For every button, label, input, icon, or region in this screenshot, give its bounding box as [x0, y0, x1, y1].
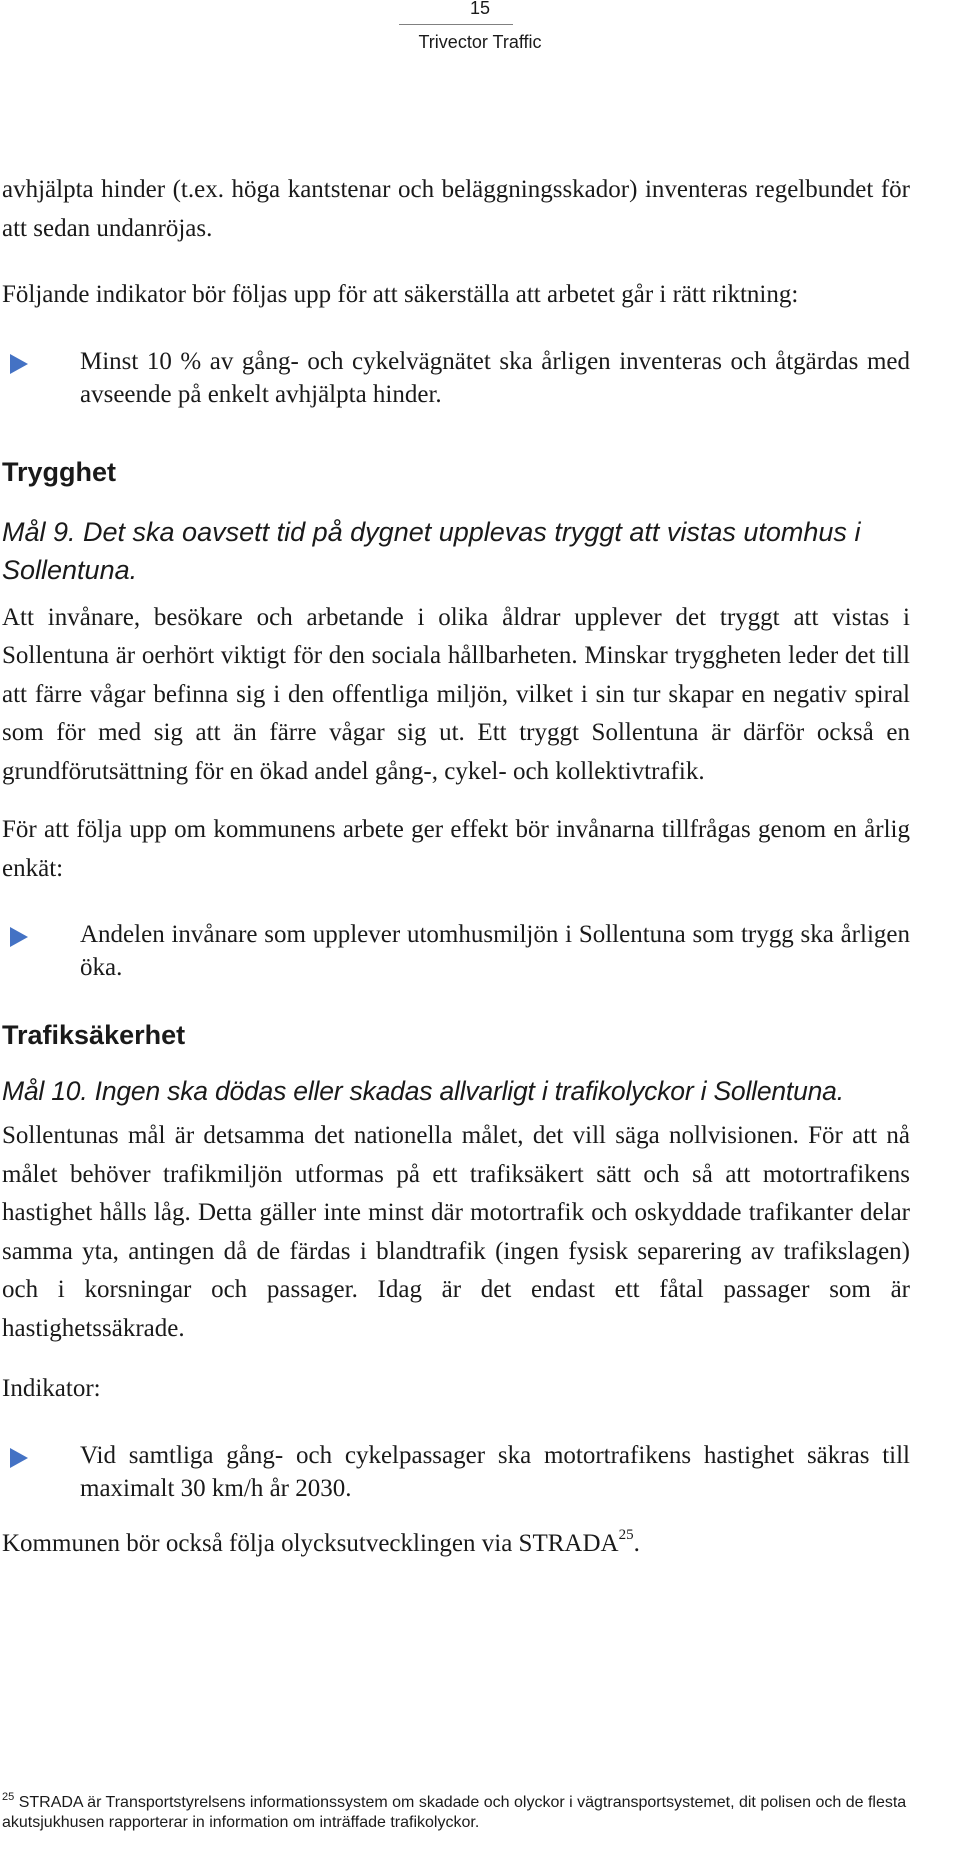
bullet-item-hastighet	[2, 1439, 910, 1505]
footnote-text: STRADA är Transportstyrelsens informationssystem om skadade och olyckor i vägtransportsystemet, dit polisen och de flesta akutsjukhusen rapporterar in information om inträffade trafikolyckor.	[2, 1794, 907, 1831]
footnote-reference[interactable]: 25	[618, 1526, 634, 1543]
paragraph-strada-text: Kommunen bör också följa olycksutvecklingen via STRADA	[2, 1529, 619, 1557]
header-company: Trivector Traffic	[418, 32, 542, 52]
bullet-text: Andelen invånare som upplever utomhusmiljön i Sollentuna som trygg ska årligen öka.	[80, 921, 910, 981]
goal-9: Mål 9. Det ska oavsett tid på dygnet upplevas tryggt att vistas utomhus i Sollentuna.	[2, 516, 861, 585]
section-heading-trygghet: Trygghet	[2, 456, 117, 487]
bullet-arrow-icon	[10, 927, 28, 947]
paragraph-indikator-intro: Följande indikator bör följas upp för att säkerställa att arbetet går i rätt riktning:	[2, 281, 799, 308]
paragraph-strada-end: .	[633, 1529, 640, 1557]
section-heading-trafiksakerhet: Trafiksäkerhet	[2, 1020, 186, 1050]
bullet-item-trygg	[2, 918, 910, 984]
bullet-text: Vid samtliga gång- och cykelpassager ska motortrafikens hastighet säkras till maximalt 30 km/h år 2030.	[80, 1441, 910, 1502]
header-rule	[399, 24, 513, 25]
page-number: 15	[469, 0, 491, 18]
bullet-arrow-icon	[10, 1448, 28, 1468]
footnote-number: 25	[2, 1791, 15, 1803]
footnote	[2, 1793, 922, 1833]
paragraph-indikator-label: Indikator:	[2, 1375, 101, 1402]
paragraph-enkat: För att följa upp om kommunens arbete ger effekt bör invånarna tillfrågas genom en årlig enkät:	[2, 816, 910, 882]
paragraph-hinder: avhjälpta hinder (t.ex. höga kantstenar och beläggningsskador) inventeras regelbundet för att sedan undanröjas.	[2, 176, 910, 242]
main-content	[2, 171, 910, 1563]
goal-10: Mål 10. Ingen ska dödas eller skadas allvarligt i trafikolyckor i Sollentuna.	[2, 1076, 844, 1106]
bullet-text: Minst 10 % av gång- och cykelvägnätet ska årligen inventeras och åtgärdas med avseende på enkelt avhjälpta hinder.	[80, 347, 910, 408]
paragraph-trygghet: Att invånare, besökare och arbetande i olika åldrar upplever det tryggt att vistas i Sollentuna är oerhört viktigt för den sociala hållbarheten. Minskar tryggheten leder det till att färre vågar befinna sig i den offentliga miljön, vilket i sin tur skapar en negativ spiral som för med sig att än färre vågar sig ut. Ett tryggt Sollentuna är därför också en grundförutsättning för en ökad andel gång-, cykel- och kollektivtrafik.	[2, 603, 910, 785]
bullet-arrow-icon	[10, 354, 28, 374]
paragraph-nollvisionen: Sollentunas mål är detsamma det nationella målet, det vill säga nollvisionen. För att nå målet behöver trafikmiljön utformas på ett trafiksäkert sätt och så att motortrafikens hastighet hålls låg. Detta gäller inte minst där motortrafik och oskyddade trafikanter delar samma yta, antingen då de färdas i blandtrafik (ingen fysisk separering av trafikslagen) och i korsningar och passager. Idag är det endast ett fåtal passager som är hastighetssäkrade.	[2, 1122, 910, 1342]
bullet-item-inventering	[2, 345, 910, 411]
paragraph-strada	[2, 1525, 910, 1564]
